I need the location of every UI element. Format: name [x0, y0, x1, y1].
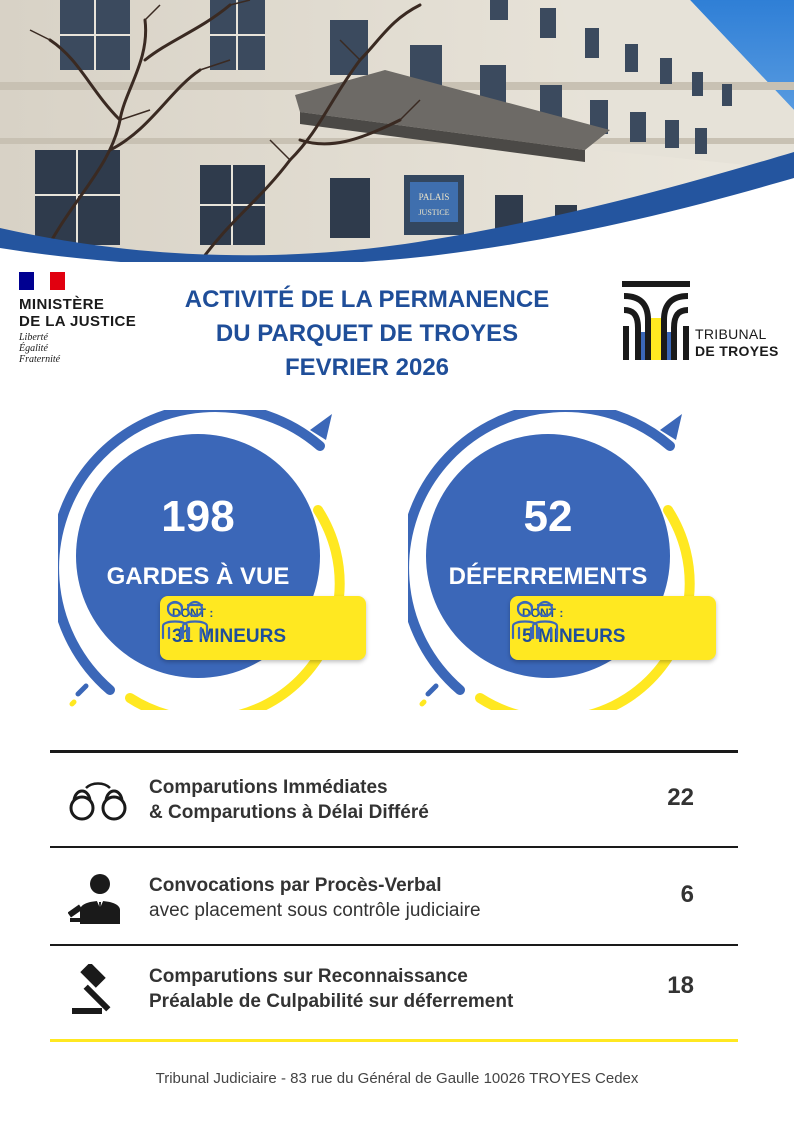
- ministry-name: MINISTÈRE DE LA JUSTICE: [19, 296, 137, 330]
- row-line1: Comparutions Immédiates: [149, 777, 388, 798]
- row-value: 18: [667, 972, 694, 999]
- minors-callout: [510, 596, 716, 660]
- french-flag-icon: [19, 272, 65, 290]
- tribunal-emblem-icon: [620, 280, 692, 362]
- table-divider: [50, 944, 738, 946]
- stat-circle-graphic: [58, 410, 378, 710]
- title-line3: FEVRIER 2026: [284, 354, 450, 381]
- courthouse-photo: [0, 0, 794, 262]
- stat-deferrements: [408, 410, 728, 710]
- ministry-motto: Liberté Égalité Fraternité: [19, 332, 61, 365]
- row-line2: & Comparutions à Délai Différé: [149, 802, 429, 823]
- handcuffs-icon: [68, 774, 130, 826]
- building-sign-line1: PALAIS: [418, 192, 450, 202]
- title-line1: ACTIVITÉ DE LA PERMANENCE: [184, 286, 550, 313]
- stat-number: 198: [161, 492, 235, 541]
- gavel-icon: [68, 964, 130, 1016]
- page-title: [150, 283, 584, 385]
- stat-gardes-a-vue: [58, 410, 378, 710]
- row-value: 22: [667, 784, 694, 811]
- row-line2: avec placement sous contrôle judiciaire: [149, 900, 481, 921]
- children-icon: [160, 596, 210, 640]
- footer-address: Tribunal Judiciaire - 83 rue du Général de Gaulle 10026 TROYES Cedex: [155, 1070, 639, 1087]
- minors-prefix: DONT :: [522, 606, 564, 620]
- tribunal-name: TRIBUNAL DE TROYES: [695, 326, 779, 359]
- children-icon: [510, 596, 560, 640]
- judge-icon: [68, 872, 130, 924]
- stat-circle-graphic: [408, 410, 728, 710]
- minors-count: 31 MINEURS: [172, 626, 287, 647]
- minors-count: 5 MINEURS: [522, 626, 626, 647]
- table-bottom-rule: [50, 1039, 738, 1042]
- ministry-of-justice-logo: [19, 272, 159, 372]
- minors-callout: [160, 596, 366, 660]
- tribunal-de-troyes-logo: [620, 280, 790, 366]
- stat-label: GARDES À VUE: [106, 563, 290, 590]
- row-line1: Convocations par Procès-Verbal: [149, 875, 442, 896]
- table-divider: [50, 846, 738, 848]
- stat-number: 52: [523, 492, 573, 541]
- row-value: 6: [680, 881, 694, 908]
- row-line2: Préalable de Culpabilité sur déferrement: [149, 991, 514, 1012]
- row-line1: Comparutions sur Reconnaissance: [149, 966, 468, 987]
- minors-prefix: DONT :: [172, 606, 214, 620]
- title-line2: DU PARQUET DE TROYES: [215, 320, 519, 347]
- building-sign-line2: JUSTICE: [418, 208, 450, 217]
- table-top-rule: [50, 750, 738, 753]
- stat-label: DÉFERREMENTS: [448, 563, 648, 590]
